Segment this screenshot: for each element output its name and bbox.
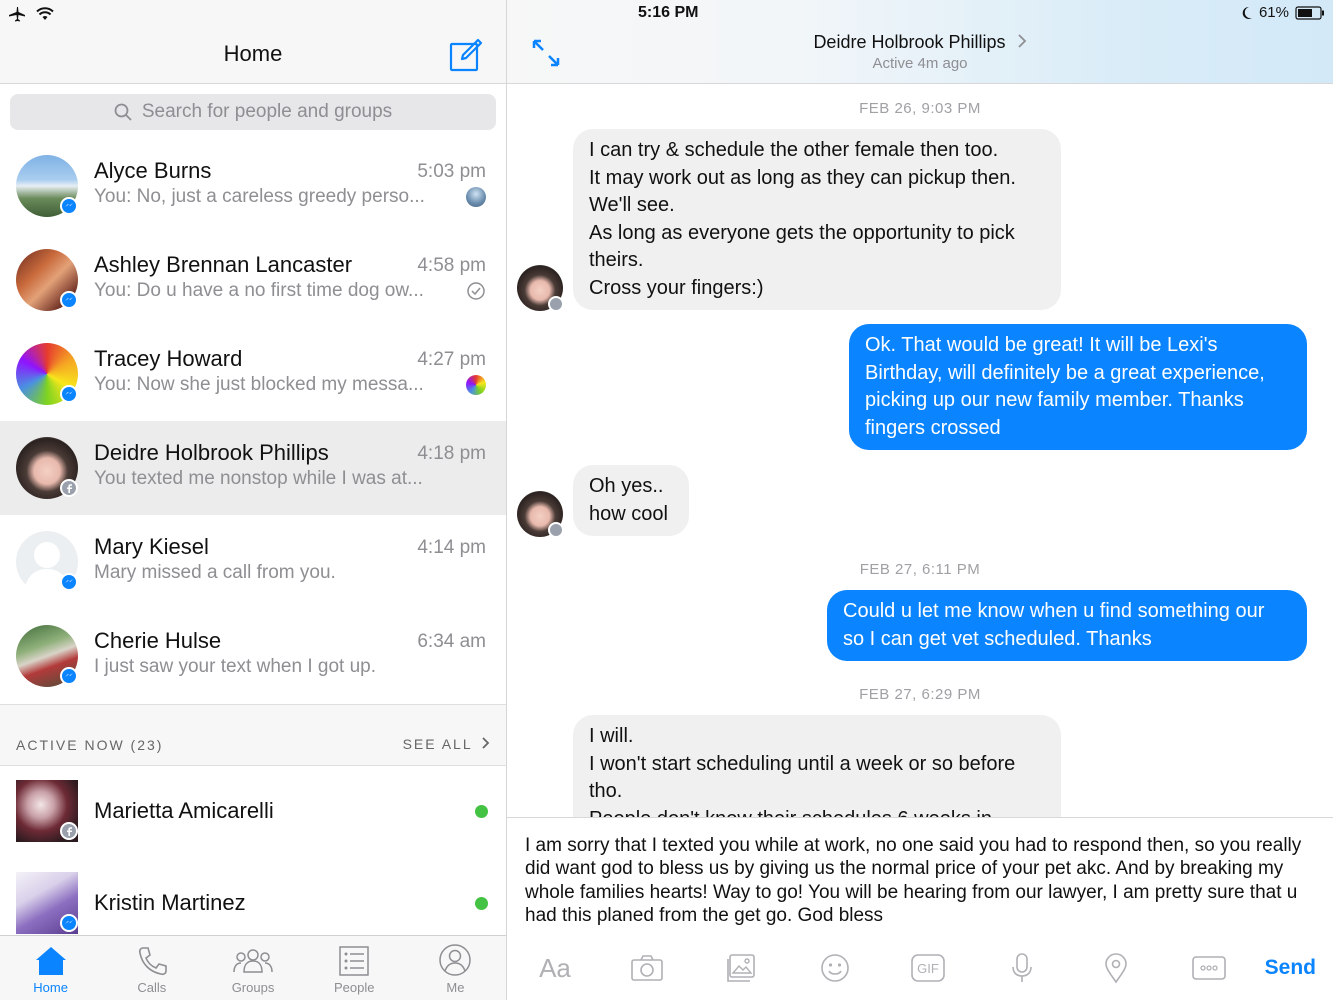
message-line: how cool <box>589 502 668 525</box>
tab-label: Groups <box>231 980 275 995</box>
chat-pane <box>507 0 1333 1000</box>
incoming-message[interactable] <box>573 465 689 536</box>
message-line: Oh yes.. <box>589 475 664 497</box>
message-line: Cross your fingers:) <box>589 276 764 299</box>
active-person-row[interactable] <box>0 766 506 858</box>
outgoing-message[interactable] <box>827 590 1307 661</box>
airplane-mode-icon <box>8 6 26 22</box>
conversation-name: Mary Kiesel <box>94 534 209 559</box>
composer-toolbar <box>507 948 1333 988</box>
messenger-badge-icon <box>60 197 78 215</box>
message-line: We'll see. <box>589 194 675 216</box>
contact-status: Active 4m ago <box>872 55 968 72</box>
date-separator: FEB 26, 9:03 PM <box>859 100 981 117</box>
search-icon <box>114 103 132 121</box>
emoji-icon <box>820 953 850 983</box>
see-all-link[interactable] <box>403 736 490 752</box>
see-all-label: SEE ALL <box>402 736 473 752</box>
contact-name[interactable] <box>507 32 1333 53</box>
emoji-button[interactable] <box>817 948 853 988</box>
conversation-time: 4:18 pm <box>417 443 486 464</box>
groups-icon <box>231 945 275 977</box>
conversation-time: 4:27 pm <box>417 349 486 370</box>
facebook-badge-icon <box>548 296 564 312</box>
moon-icon <box>1241 6 1253 20</box>
message-line: tho. <box>589 780 623 802</box>
date-separator: FEB 27, 6:11 PM <box>859 561 981 578</box>
conversation-row[interactable] <box>0 233 506 327</box>
gallery-button[interactable] <box>723 948 759 988</box>
messenger-badge-icon <box>60 667 78 685</box>
left-header <box>0 0 506 84</box>
message-thread[interactable] <box>507 84 1333 817</box>
gallery-icon <box>726 954 756 982</box>
location-button[interactable] <box>1098 948 1134 988</box>
tab-label: Home <box>33 980 68 995</box>
send-button[interactable]: Send <box>1264 956 1316 979</box>
chevron-right-icon <box>482 737 490 749</box>
conversation-time: 6:34 am <box>417 631 486 652</box>
message-line: I won't start scheduling until a week or so before <box>589 752 1016 775</box>
search-input[interactable] <box>10 94 496 130</box>
conversation-preview: I just saw your text when I got up. <box>94 656 376 677</box>
message-line: theirs. <box>589 249 644 271</box>
compose-icon[interactable] <box>449 38 483 72</box>
tab-people[interactable] <box>304 936 405 1000</box>
facebook-badge-icon <box>548 522 564 538</box>
tab-label: People <box>333 980 375 995</box>
message-line: It may work out as long as they can pickup then. <box>589 166 1016 189</box>
text-format-button[interactable] <box>535 948 575 988</box>
message-line: Ok. That would be great! It will be Lexi's <box>865 334 1218 356</box>
conversation-name: Cherie Hulse <box>94 628 222 653</box>
battery-percent: 61% <box>1258 4 1289 21</box>
conversation-row-selected[interactable] <box>0 421 506 515</box>
message-composer[interactable] <box>507 817 1333 1000</box>
message-line: I will. <box>589 725 634 747</box>
chevron-right-icon <box>1017 34 1027 48</box>
conversation-row[interactable] <box>0 327 506 421</box>
messenger-badge-icon <box>60 385 78 403</box>
date-separator: FEB 27, 6:29 PM <box>859 686 981 703</box>
seen-avatar-icon <box>466 187 486 207</box>
tab-bar <box>0 935 506 1000</box>
conversation-preview: You: Now she just blocked my messa... <box>94 374 424 395</box>
sent-check-icon <box>466 281 486 301</box>
messenger-badge-icon <box>60 291 78 309</box>
conversation-time: 5:03 pm <box>417 161 486 182</box>
wifi-icon <box>36 7 54 21</box>
seen-avatar-icon <box>466 375 486 395</box>
online-indicator <box>475 805 488 818</box>
message-input[interactable]: I am sorry that I texted you while at work, no one said you had to respond then, so you really did want god to bless us by giving us the normal price of your pet akc. And by breaking my whole families hearts! Way to go! You will be hearing from our lawyer, I am pretty sure that u had this planed from the get go. God bless <box>525 835 1302 926</box>
gif-label: GIF <box>917 960 939 976</box>
page-title: Home <box>223 41 283 66</box>
facebook-badge-icon <box>60 822 78 840</box>
active-now-header <box>0 704 506 766</box>
microphone-button[interactable] <box>1004 948 1040 988</box>
tab-me[interactable] <box>405 936 506 1000</box>
profile-icon <box>438 943 472 977</box>
status-icons-left <box>8 4 54 24</box>
conversation-preview: You texted me nonstop while I was at... <box>94 468 423 489</box>
battery-status <box>1241 4 1325 21</box>
conversation-time: 4:58 pm <box>417 255 486 276</box>
gif-button[interactable] <box>910 948 946 988</box>
conversation-row[interactable] <box>0 515 506 609</box>
messenger-badge-icon <box>60 573 78 591</box>
microphone-icon <box>1011 953 1033 983</box>
people-list-icon <box>337 945 371 977</box>
tab-groups[interactable] <box>202 936 303 1000</box>
tab-home[interactable] <box>0 936 101 1000</box>
more-button[interactable] <box>1191 948 1227 988</box>
conversation-preview: You: No, just a careless greedy perso... <box>94 186 425 207</box>
conversation-name: Ashley Brennan Lancaster <box>94 252 353 277</box>
message-line: I can try & schedule the other female then too. <box>589 139 999 161</box>
conversation-preview: Mary missed a call from you. <box>94 562 336 583</box>
message-line: Could u let me know when u find something our <box>843 600 1265 622</box>
conversation-row[interactable] <box>0 139 506 233</box>
more-icon <box>1192 956 1226 980</box>
conversation-list-pane <box>0 0 507 1000</box>
battery-icon <box>1295 6 1325 20</box>
conversation-row[interactable] <box>0 609 506 703</box>
home-icon <box>34 945 68 977</box>
text-format-label: Aa <box>539 952 571 983</box>
status-time: 5:16 PM <box>638 4 699 21</box>
message-line: so I can get vet scheduled. Thanks <box>843 627 1152 650</box>
message-line: Birthday, will definitely be a great experience, <box>865 361 1265 384</box>
camera-icon <box>631 955 663 981</box>
incoming-message[interactable] <box>573 129 1061 310</box>
tab-label: Calls <box>137 980 167 995</box>
chat-header <box>507 0 1333 84</box>
active-person-name: Kristin Martinez <box>94 890 246 915</box>
tab-calls[interactable] <box>101 936 202 1000</box>
active-person-name: Marietta Amicarelli <box>94 798 274 823</box>
message-line: As long as everyone gets the opportunity to pick <box>589 221 1015 244</box>
conversation-name: Tracey Howard <box>94 346 243 371</box>
messenger-badge-icon <box>60 914 78 932</box>
conversation-preview: You: Do u have a no first time dog ow... <box>94 280 424 301</box>
phone-icon <box>135 945 169 977</box>
conversation-time: 4:14 pm <box>417 537 486 558</box>
location-icon <box>1104 953 1128 983</box>
tab-label: Me <box>446 980 465 995</box>
message-line: fingers crossed <box>865 416 1001 439</box>
active-now-title: ACTIVE NOW (23) <box>16 737 164 753</box>
search-placeholder: Search for people and groups <box>141 101 393 122</box>
conversation-name: Deidre Holbrook Phillips <box>94 440 329 465</box>
online-indicator <box>475 897 488 910</box>
outgoing-message[interactable] <box>849 324 1307 450</box>
camera-button[interactable] <box>629 948 665 988</box>
conversation-name: Alyce Burns <box>94 158 212 183</box>
facebook-badge-icon <box>60 479 78 497</box>
contact-name-label: Deidre Holbrook Phillips <box>813 32 1006 52</box>
message-line: picking up our new family member. Thanks <box>865 389 1244 411</box>
